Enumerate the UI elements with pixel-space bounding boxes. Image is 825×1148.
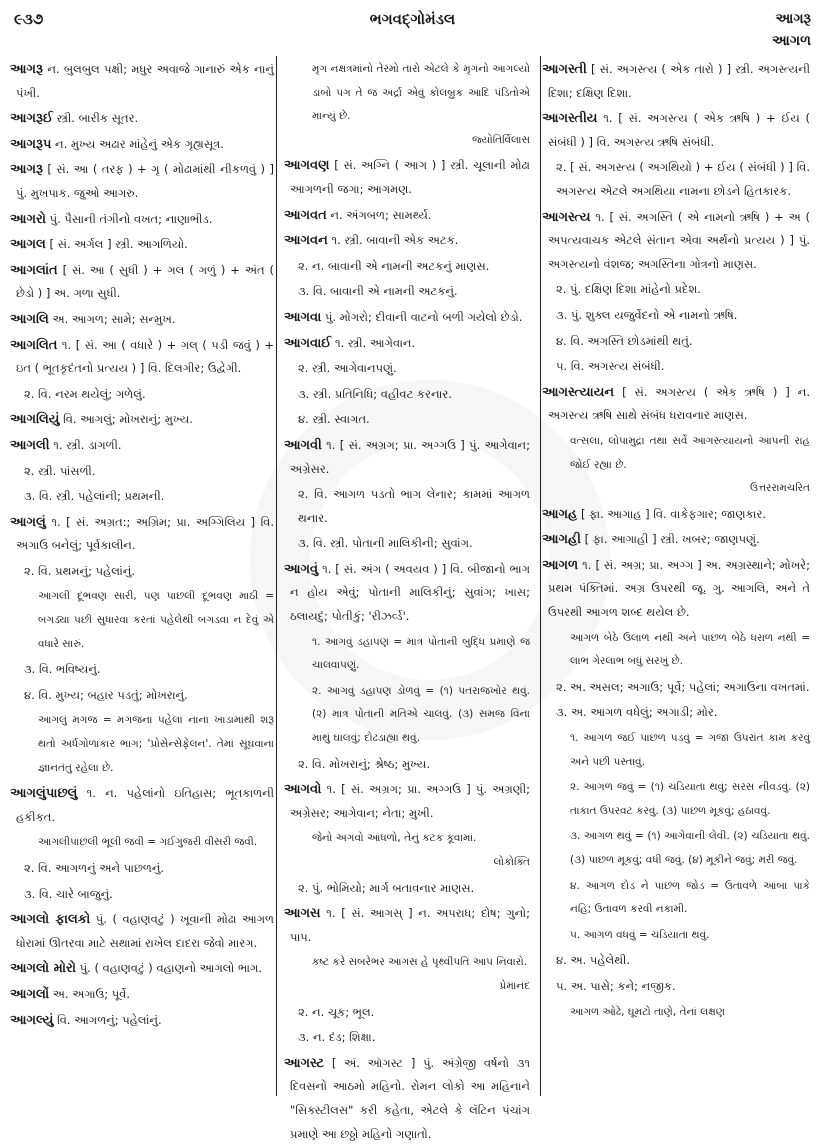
headword: આગસ્ત્યાયન [542, 384, 615, 400]
dictionary-entry [10, 133, 274, 157]
headword: આગલો મોરો [10, 961, 77, 977]
example-text: ૩. આગળ થવું = (૧) આગેવાની લેવી. (૨) ચડિયાતા થવું. (૩) પાછળ મૂકવું; વધી જવું. (૪) મૂકીને જવું; મરી જવું. [570, 830, 810, 866]
dictionary-entry [10, 158, 274, 205]
column-divider [276, 56, 277, 1096]
definition: ૧. [ સં. આ ( વધારે ) + ગલ્ ( પડી જવું ) + ઇત ( ભૂતકૃદંતનો પ્રત્યય ) ] વિ. દિલગીર; ઉદ્વેગી. [16, 337, 275, 376]
definition: અ. આગળ; સામે; સન્મુખ. [52, 311, 176, 326]
headword: આગસ્તીય [542, 111, 598, 127]
definition: અ. અગાઉ; પૂર્વે. [52, 986, 131, 1001]
example-text: આગલીપાછલી ભૂલી જવી = ગઈગુજરી વીસરી જવી. [38, 836, 258, 849]
sub-sense: ૩. વિ. બાવાની એ નામની અટકનું. [298, 284, 458, 299]
column-middle [284, 58, 531, 1148]
sub-sense: ૩. વિ. સ્ત્રી. પોતાની માલિકીની; સુવાંગ. [298, 536, 473, 551]
citation-source: ઉત્તરરામચરિત [750, 482, 810, 495]
usage-example [570, 875, 810, 922]
headword: આગવન [284, 233, 328, 249]
sub-sense: ૪. વિ. મુખ્ય; બહાર પડતું; મોખરાનું. [24, 687, 188, 702]
dictionary-entry [10, 233, 274, 257]
example-text: ૫. આગળ વધવું = ચડિયાતા થવું. [570, 928, 710, 941]
definition: [ અં. ઑગસ્ટ ] પું. અંગ્રેજી વર્ષનો ૩૧ દિવસનો આઠમો મહિનો. રોમન લોકો આ મહિનાને "સિક્સ્ટીલસ" કરી કહેતા, એટલે કે લૅટિન પંચાંગ પ્રમાણે આ છઠ્ઠો મહિનો ગણાતો. [290, 1055, 531, 1141]
example-text: આગળ ઓઢે, ઘૂમટો તાણે, તેનાં લક્ષણ [570, 1005, 725, 1018]
guide-words [772, 8, 811, 52]
dictionary-entry [10, 308, 274, 332]
definition: ૧. [ સં. અગ્રગ; પ્રા. અગ્ગઉ ] પું. આગેવાન; અગ્રેસર. [290, 437, 530, 476]
sub-sense: ૨. વિ. આગળનું અને પાછળનું. [24, 861, 165, 875]
citation-source: પ્રેમાનંદ [499, 979, 530, 992]
page-number: ૯૩૭ [14, 10, 44, 28]
dictionary-entry [10, 408, 274, 432]
sub-sense: ૩. સ્ત્રી. પ્રતિનિધિ; વહીવટ કરનાર. [298, 386, 452, 401]
dictionary-entry [10, 107, 274, 131]
dictionary-entry [542, 381, 811, 428]
dictionary-entry [284, 1052, 531, 1146]
dictionary-entry [284, 902, 530, 949]
usage-example [570, 627, 810, 674]
sub-sense: ૨. સ્ત્રી. પાંસળી. [24, 463, 96, 478]
headword: આગલું [10, 514, 46, 530]
dictionary-entry [10, 908, 274, 955]
example-text: આગલું મગજ = મગજના પહેલા નાના ખાડામાંથી શરૂ થતો અર્ધગોળાકાર ભાગ; 'પ્રોસેન્સેફેલન'. તેમાં સૂંઘવાના જ્ઞાનતંતુ રહેલા છે. [38, 714, 274, 774]
page-header [0, 0, 825, 50]
sub-sense: ૨. વિ. પ્રથમનું; પહેલાંનું. [24, 563, 136, 578]
definition: વિ. આગલું; મોખરાનું; મુખ્ય. [63, 412, 193, 427]
sub-sense: ૪. વિ. અગસ્તિ છોડમાંથી થતું. [556, 333, 693, 348]
column-divider [540, 56, 541, 1096]
dictionary-entry [542, 206, 811, 277]
column-left [10, 58, 275, 1034]
dictionary-entry [10, 334, 275, 381]
definition: [ સં. અગસ્ત્ય ( એક તારો ) ] સ્ત્રી. અગસ્ત્યની દિશા; દક્ષિણ દિશા. [548, 62, 811, 100]
headword: આગવો [284, 782, 322, 798]
example-text: જેનો અગવો આંધળો, તેનું કટક કૂવામાં. [312, 832, 477, 845]
dictionary-entry [10, 957, 274, 981]
usage-example [570, 924, 810, 948]
sub-sense: ૨. વિ. આગળ પડતો ભાગ લેનાર; કામમાં આગળ થનાર. [298, 487, 530, 525]
headword: આગલિત [10, 337, 58, 353]
definition: પું. ( વહાણવટું ) વહાણનો આગલો ભાગ. [79, 961, 263, 976]
usage-example [570, 727, 810, 774]
sub-sense: ૨. વિ. મોખરાનું; શ્રેષ્ઠ; મુખ્ય. [298, 756, 431, 771]
headword: આગવાઈ [284, 335, 332, 351]
headword: આગવા [284, 309, 322, 325]
example-text: ૪. આગળ દોડ ને પાછળ જોડ = ઉતાવળે આંબા પાકે નહિ; ઉતાવળ કરવી નકામી. [570, 879, 810, 916]
sub-sense: ૨. અ. અસલ; અગાઉ; પૂર્વે; પહેલાં; અગાઉના વખતમાં. [556, 679, 810, 694]
headword: આગવત [284, 207, 327, 223]
sub-sense: ૩. વિ. ભવિષ્યનું. [24, 662, 101, 677]
definition: ૧. [ સં. અગ્રગ; પ્રા. અગ્ગઉ ] પું. અગ્રણી; અગ્રેસર; આગેવાન; નેતા; મુખી. [290, 782, 531, 820]
definition: ૧. [ સં. અગ્રત:; અગ્રિમ; પ્રા. અગ્ગિલિય ] વિ. અગાઉ બનેલું; પૂર્વકાલીન. [16, 514, 275, 553]
headword: આગલોં [10, 986, 50, 1002]
headword: આગલિયું [10, 412, 60, 428]
headword: આગલિ [10, 311, 49, 327]
dictionary-entry [542, 503, 810, 527]
dictionary-entry [10, 511, 275, 558]
headword: આગવી [284, 437, 322, 453]
headword: આગલુંપાછલું [10, 786, 78, 802]
example-text: ૨. આગવું ડહાપણ ડોળવું = (૧) પતરાજખોર થવું. (૨) માત્ર પોતાની મતિએ ચાલવું. (૩) સમજ વિના માથું ઘાલવું; દોઢડાહ્યા થવું. [312, 684, 530, 745]
example-text: આગલી દૂભવણ સારી, પણ પાછલી દૂભવણ માઠી = બગડ્યા પછી સુધારવા કરતાં પહેલેથી બગડવા ન દેવું એ વધારે સારું. [38, 590, 274, 650]
usage-example [38, 709, 274, 780]
dictionary-entry [10, 983, 274, 1007]
definition: પું. પૈસાની તંગીનો વખત; નાણાભીડ. [49, 211, 213, 226]
headword: આગરૂઈ [10, 111, 53, 127]
headword: આગહ [542, 506, 578, 522]
example-text: મૃગ નક્ષત્રમાંનો તેરમો તારો એટલે કે મૃગનો આગલ્યો ડાબો પગ તે જ અર્દ્રા એવું કોલબ્રુક આદિ પંડિતોએ માન્યું છે. [312, 63, 530, 123]
dictionary-entry [10, 782, 274, 829]
headword: આગવું [284, 561, 319, 577]
headword: આગવણ [284, 158, 330, 174]
example-text: ૧. આગવું ડહાપણ = માત્ર પોતાની બુદ્ધિ પ્રમાણે જ ચાલવાપણું. [312, 635, 530, 672]
dictionary-entry [284, 154, 531, 201]
headword: આગરો [10, 211, 46, 227]
usage-example [312, 680, 530, 751]
usage-example [312, 951, 530, 998]
definition: ૧. ન. પહેલાંનો ઇતિહાસ; ભૂતકાળની હકીકત. [16, 786, 274, 824]
example-text: વત્સલા, લોપામુદ્રા તથા સર્વે આગસ્ત્યાયનો આપની રાહ જોઈ રહ્યા છે. [570, 434, 810, 471]
sub-sense: ૨. સ્ત્રી. આગેવાનપણું. [298, 361, 397, 376]
dictionary-entry [284, 332, 530, 356]
sub-sense: ૨. પું. ભોમિયો; માર્ગ બતાવનાર માણસ. [298, 880, 475, 895]
usage-example [312, 827, 530, 874]
sub-sense: ૫. વિ. અગસ્ત્ય સંબંધી. [556, 359, 665, 374]
definition: ન. મુખ્ય અઢાર માંહેનું એક ગૃહ્યસૂત્ર. [55, 136, 224, 151]
dictionary-entry [542, 554, 811, 625]
definition: વિ. આગળનું; પહેલાંનું. [57, 1012, 162, 1027]
usage-example [312, 631, 530, 678]
dictionary-entry [10, 434, 274, 458]
sub-sense: ૪. અ. પહેલેથી. [556, 953, 630, 968]
citation-source: લોકોક્તિ [493, 856, 530, 868]
sub-sense: ૨. વિ. નરમ થયેલું; ગળેલું. [24, 386, 146, 401]
sub-sense: ૩. વિ. ચારે બાજુનું. [24, 886, 113, 901]
dictionary-entry [284, 778, 531, 825]
definition: [ ફા. આગાહ ] વિ. વાકેફગાર; જાણકાર. [580, 506, 767, 521]
headword: આગરૂ [10, 162, 43, 178]
headword: આગરૂપ [10, 136, 52, 152]
definition: પું. મોગરો; દીવાની વાટનો બળી ગયેલો છેડો. [324, 309, 523, 324]
dictionary-entry [284, 558, 530, 629]
definition: ન. અંગબળ; સામર્થ્ય. [330, 207, 432, 222]
definition: ૧. સ્ત્રી. બાવાની એક અટક. [331, 233, 459, 248]
sub-sense: ૨. [ સં. અગસ્ત્ય ( અગથિયો ) + ઈય ( સંબંધી ) ] વિ. અગસ્ત્ય એટલે અગથિયા નામના છોડને હિતકારક. [556, 160, 810, 198]
sub-sense: ૪. સ્ત્રી. સ્વાગત. [298, 412, 370, 427]
definition: [ સં. અર્ગલ ] સ્ત્રી. આગળિયો. [49, 237, 188, 252]
headword: આગલો ફાલકો [10, 912, 91, 928]
definition: પું. ( વહાણવટું ) ખૂવાની મોઢા આગળ ધોરામાં ઊતરવા માટે સથામાં રાખેલ દાદરા જેવો મારગ. [16, 912, 274, 950]
dictionary-entry [10, 259, 274, 306]
headword: આગરૂ [10, 62, 43, 77]
dictionary-entry [284, 306, 530, 330]
dictionary-entry [10, 58, 274, 105]
example-text: કષ્ટ કરે સબરેભર આગસ હે પૃથ્વીપતિ આપ નિવારો. [312, 956, 528, 969]
definition: ૧. [ સં. અંગ ( અવયવ ) ] વિ. બીજાનો ભાગ ન હોય એવું; પોતાની માલિકીનું; સુવાંગ; ખાસ; ઠલાયદું; પોતીકું; 'રીઝર્વ્ડ'. [290, 561, 530, 624]
sub-sense: ૩. ન. દંડ; શિક્ષા. [298, 1030, 376, 1045]
headword: આગસ [284, 906, 321, 922]
headword: આગસ્ટ [284, 1055, 325, 1071]
usage-example [570, 825, 810, 872]
headword: આગસ્તી [542, 62, 587, 77]
definition: [ સં. અગ્નિ ( આગ ) ] સ્ત્રી. ચૂલાની મોઢા આગળની જગા; આગમણ. [290, 158, 531, 196]
usage-example [312, 58, 530, 152]
definition: ૧. [ સં. અગસ્તિ ( એ નામનો ઋષિ ) + અ ( અપત્યવાચક એટલે સંતાન એવા અર્થનો પ્રત્યય ) ] પું. અગસ્ત્યનો વંશજ; અગસ્તિના ગોત્રનો માણસ. [548, 209, 811, 271]
usage-example [38, 831, 274, 855]
column-right [542, 58, 811, 1026]
headword: આગહી [542, 532, 581, 548]
dictionary-entry [284, 229, 530, 253]
sub-sense: ૨. ન. ચૂક; ભૂલ. [298, 1004, 375, 1019]
sub-sense: ૩. પું. શુક્લ યજુર્વેદનો એ નામનો ઋષિ. [556, 307, 738, 322]
dictionary-entry [284, 434, 530, 481]
sub-sense: ૩. અ. આગળ વધેલું; અગાડી; મોર. [556, 705, 718, 720]
headword: આગળ [542, 557, 579, 573]
guide-word-last: આગળ [772, 33, 811, 49]
dictionary-entry [542, 528, 810, 552]
usage-example [38, 585, 274, 656]
dictionary-entry [284, 204, 530, 228]
headword: આગલ્યું [10, 1012, 54, 1028]
usage-example [570, 1001, 810, 1025]
example-text: આગળ બેઠે ઉલાળ નથી અને પાછળ બેઠે ધરાળ નથી = લાભ ગેરલાભ બધું સરખું છે. [570, 631, 810, 668]
dictionary-entry [542, 58, 811, 105]
definition: ૧. [ સં. આગસ્ ] ન. અપરાધ; દોષ; ગુનો; પાપ. [290, 906, 530, 944]
sub-sense: ૨. પું. દક્ષિણ દિશા માંહેનો પ્રદેશ. [556, 282, 701, 297]
dictionary-entry [10, 1009, 274, 1033]
sub-sense: ૨. ન. બાવાની એ નામની અટકનું માણસ. [298, 258, 490, 273]
definition: ૧. [ સં. અગસ્ત્ય ( એક ઋષિ ) + ઈય ( સંબંધી ) ] વિ. અગસ્ત્ય ઋષિ સંબંધી. [548, 111, 810, 149]
definition: ૧. સ્ત્રી. ડાગળી. [53, 437, 122, 452]
definition: ૧. [ સં. અગ્ર; પ્રા. અગ્ગ ] અ. અગ્રસ્થાને; મોખરે; પ્રથમ પંક્તિમાં. અગ્ર ઉપરથી જૂ. ગુ. આગલિ, અને તે ઉપરથી આગળ શબ્દ થયેલ છે. [548, 557, 811, 620]
usage-example [570, 776, 810, 823]
citation-source: જ્યોતિર્વિલાસ [472, 133, 530, 146]
example-text: ૧. આગળ જઈ પાછળ પડવું = ગજા ઉપરાંત કામ કરવું અને પછી પસ્તાવું. [570, 732, 810, 768]
sub-sense: ૩. વિ. સ્ત્રી. પહેલાંની; પ્રથમની. [24, 489, 165, 504]
headword: આગસ્ત્ય [542, 209, 591, 225]
definition: સ્ત્રી. બારીક સૂતર. [56, 111, 139, 126]
definition: [ ફા. આગાહી ] સ્ત્રી. ખબર; જાણપણું. [584, 532, 760, 547]
running-title: ભગવદ્ગોમંડલ [369, 10, 456, 28]
example-text: ૨. આગળ જવું = (૧) ચડિયાતા થવું; સરસ નીવડવું. (૨) તાકાત ઉપરવટ કરવું. (૩) પાછળ મૂકવું; હઠાવવું. [570, 781, 810, 817]
definition: [ સં. આ ( તરફ ) + ગૃ ( મોઢામાંથી નીકળવું ) ] પું. મુખપાક. જુઓ આગરુ. [16, 162, 274, 200]
definition: ન. બુલબુલ પક્ષી; મધુર અવાજે ગાનારું એક નાનું પંખી. [16, 62, 274, 100]
definition: [ સં. આ ( સુધી ) + ગલ ( ગળું ) + અંત ( છેડો ) ] અ. ગળા સુધી. [16, 262, 274, 301]
headword: આગલ [10, 237, 46, 253]
guide-word-first: આગરૂ [775, 11, 811, 27]
usage-example [570, 430, 810, 501]
dictionary-entry [10, 208, 274, 232]
dictionary-entry [542, 107, 810, 154]
definition: [ સં. અગસ્ત્ય ( એક ઋષિ ) ] ન. અગસ્ત્ય ઋષિ સાથે સંબંધ ધરાવનાર માણસ. [548, 384, 811, 423]
headword: આગલાંત [10, 262, 58, 278]
definition: ૧. સ્ત્રી. આગેવાન. [335, 335, 416, 350]
headword: આગલી [10, 437, 50, 453]
sub-sense: ૫. અ. પાસે; કને; નજીક. [556, 978, 676, 993]
